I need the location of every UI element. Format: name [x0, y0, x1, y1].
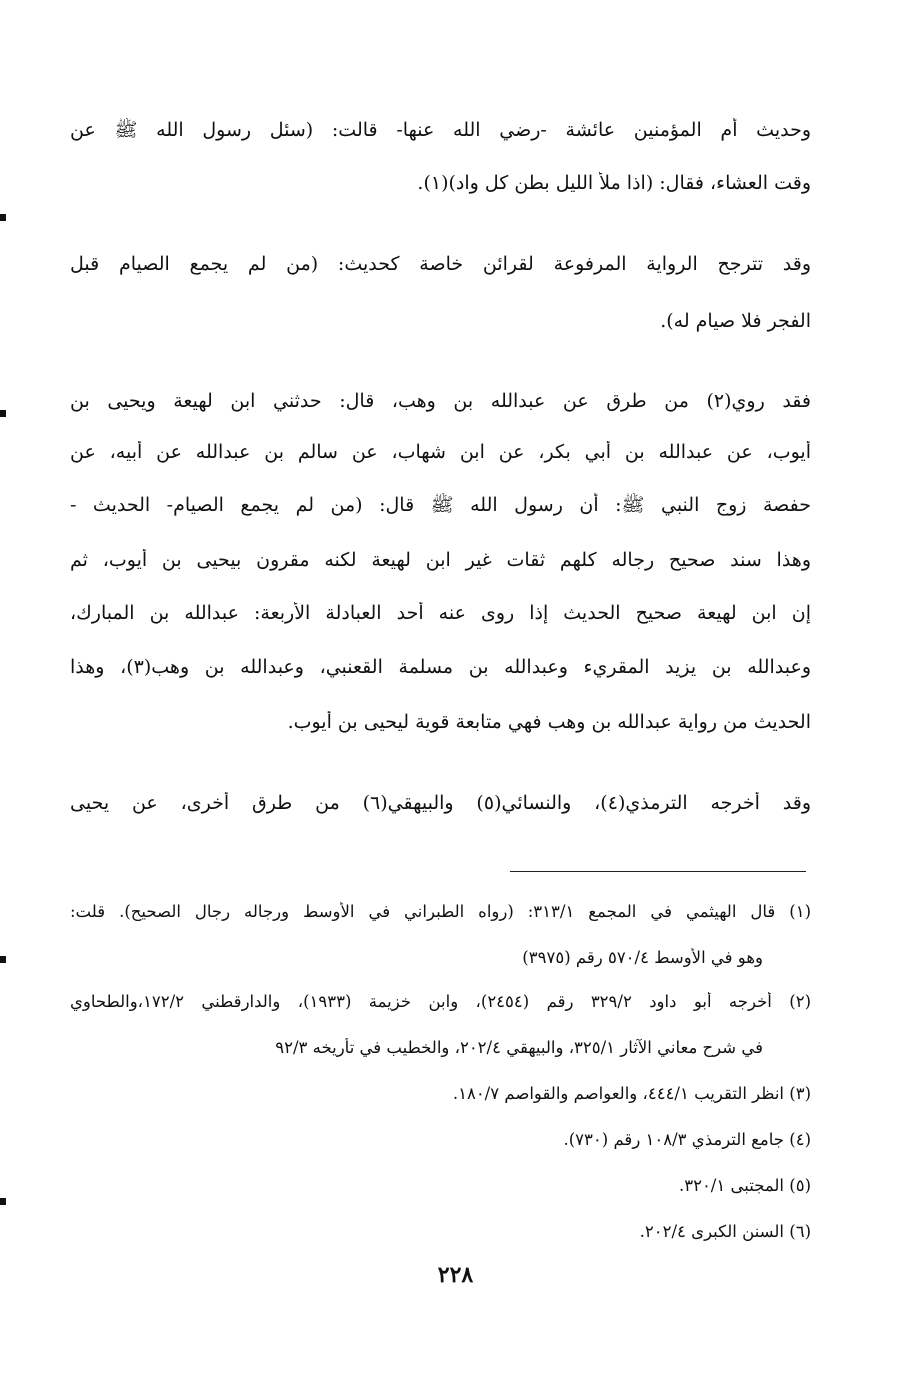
footnote-2-line: (٢) أخرجه أبو داود ٣٢٩/٢ رقم (٢٤٥٤)، وابن خزيمة (١٩٣٣)، والدارقطني ١٧٢/٢،والطحاوي — [70, 992, 811, 1011]
body-line: وحديث أم المؤمنين عائشة -رضي الله عنها- قالت: (سئل رسول الله ﷺ عن — [70, 119, 811, 141]
scan-edge-mark — [0, 214, 6, 221]
scan-edge-mark — [0, 1198, 6, 1205]
body-line: فقد روي(٢) من طرق عن عبدالله بن وهب، قال: حدثني ابن لهيعة ويحيى بن — [70, 390, 811, 412]
body-line: وعبدالله بن يزيد المقريء وعبدالله بن مسلمة القعنبي، وعبدالله بن وهب(٣)، وهذا — [70, 656, 811, 678]
footnote-5: (٥) المجتبى ٣٢٠/١. — [678, 1176, 811, 1195]
body-line: الحديث من رواية عبدالله بن وهب فهي متابعة قوية ليحيى بن أيوب. — [287, 711, 811, 733]
body-line: وهذا سند صحيح رجاله كلهم ثقات غير ابن لهيعة لكنه مقرون بيحيى بن أيوب، ثم — [70, 549, 811, 571]
scan-edge-mark — [0, 410, 6, 417]
footnote-6: (٦) السنن الكبرى ٢٠٢/٤. — [639, 1222, 811, 1241]
footnote-4: (٤) جامع الترمذي ١٠٨/٣ رقم (٧٣٠). — [563, 1130, 811, 1149]
page-number: ٢٢٨ — [437, 1262, 474, 1288]
scan-edge-mark — [0, 956, 6, 963]
body-line: وقد أخرجه الترمذي(٤)، والنسائي(٥) والبيهقي(٦) من طرق أخرى، عن يحيى — [70, 792, 811, 814]
footnote-1-line: وهو في الأوسط ٥٧٠/٤ رقم (٣٩٧٥) — [522, 948, 763, 967]
footnote-2-line: في شرح معاني الآثار ٣٢٥/١، والبيهقي ٢٠٢/٤، والخطيب في تأريخه ٩٢/٣ — [275, 1038, 763, 1057]
body-line: وقد تترجح الرواية المرفوعة لقرائن خاصة كحديث: (من لم يجمع الصيام قبل — [70, 253, 811, 275]
body-line: حفصة زوج النبي ﷺ: أن رسول الله ﷺ قال: (من لم يجمع الصيام- الحديث - — [70, 494, 811, 516]
body-line: وقت العشاء، فقال: (اذا ملأ الليل بطن كل واد)(١). — [417, 172, 811, 194]
body-line: الفجر فلا صيام له). — [660, 310, 811, 332]
footnote-separator — [510, 871, 806, 872]
footnote-3: (٣) انظر التقريب ٤٤٤/١، والعواصم والقواصم ١٨٠/٧. — [452, 1084, 811, 1103]
body-line: أيوب، عن عبدالله بن أبي بكر، عن ابن شهاب، عن سالم بن عبدالله عن أبيه، عن — [70, 441, 811, 463]
body-line: إن ابن لهيعة صحيح الحديث إذا روى عنه أحد العبادلة الأربعة: عبدالله بن المبارك، — [70, 602, 811, 624]
footnote-1-line: (١) قال الهيثمي في المجمع ٣١٣/١: (رواه الطبراني في الأوسط ورجاله رجال الصحيح). قلت: — [70, 902, 811, 921]
